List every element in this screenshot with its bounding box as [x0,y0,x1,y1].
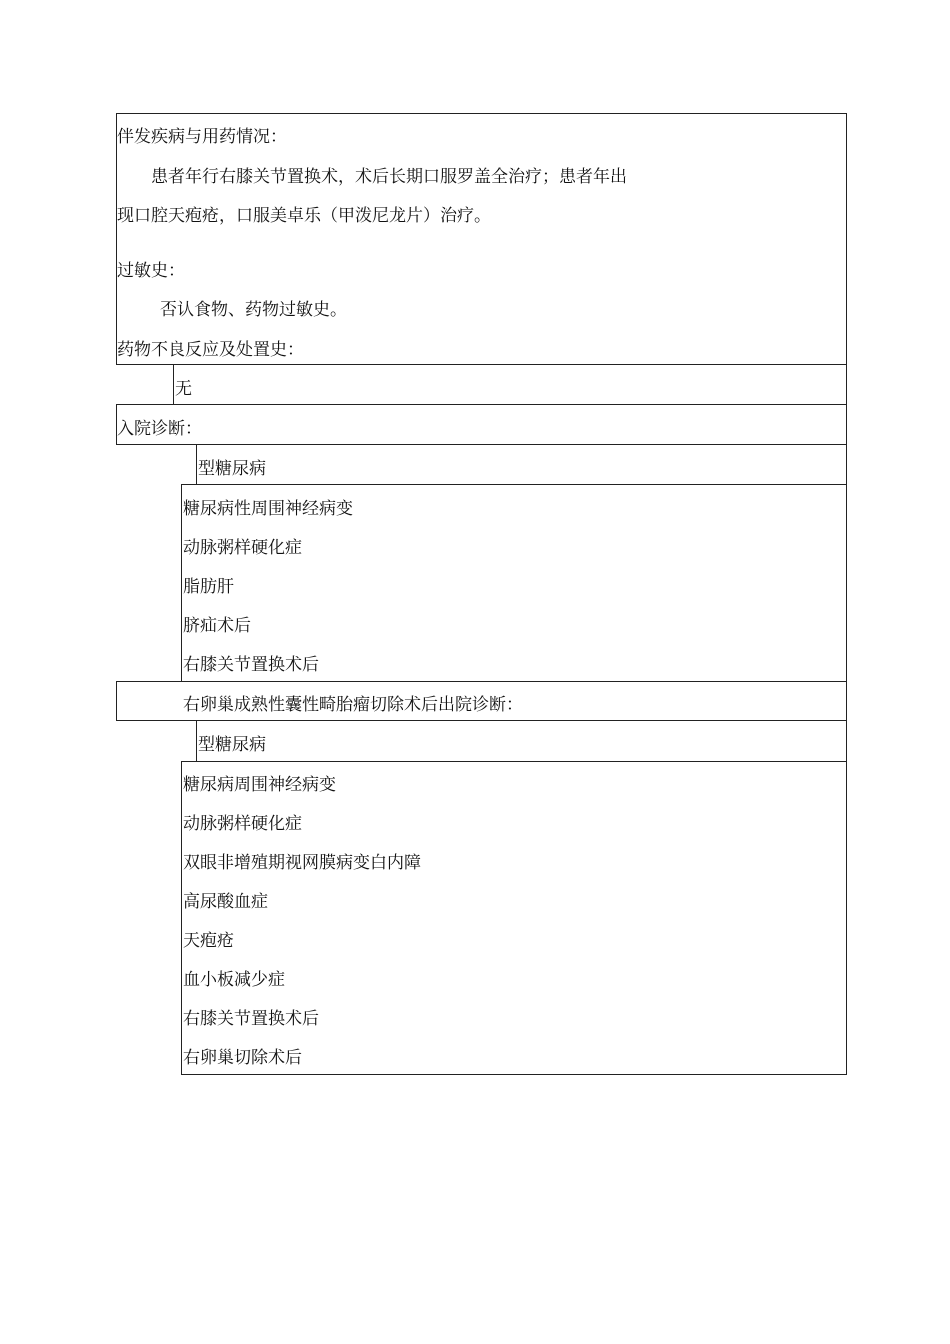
comorbidity-text-line: 现口腔天疱疮，口服美卓乐（甲泼尼龙片）治疗。 [117,206,491,226]
allergy-text: 否认食物、药物过敏史。 [160,300,347,320]
table-border [173,364,174,404]
diagnosis-item: 右膝关节置换术后 [183,1009,319,1029]
diagnosis-item: 右膝关节置换术后 [183,655,319,675]
table-border [116,444,847,445]
diagnosis-item: 高尿酸血症 [183,892,268,912]
admission-heading: 入院诊断： [117,419,202,439]
comorbidity-heading: 伴发疾病与用药情况： [117,127,287,147]
diagnosis-item: 血小板减少症 [183,970,285,990]
diagnosis-item: 动脉粥样硬化症 [183,538,302,558]
table-border [116,720,847,721]
diagnosis-item: 右卵巢成熟性囊性畸胎瘤切除术后出院诊断： [183,695,523,715]
diagnosis-item: 天疱疮 [183,931,234,951]
table-border [116,681,117,721]
table-border [181,761,847,762]
adr-value: 无 [175,379,192,399]
allergy-heading: 过敏史： [117,261,185,281]
diagnosis-item: 糖尿病周围神经病变 [183,775,336,795]
diagnosis-item: 糖尿病性周围神经病变 [183,499,353,519]
diagnosis-item: 型糖尿病 [198,735,266,755]
table-border [181,484,182,681]
table-border [181,1074,847,1075]
table-border [116,113,117,364]
diagnosis-item: 双眼非增殖期视网膜病变白内障 [183,853,421,873]
table-border [116,364,847,365]
diagnosis-item: 右卵巢切除术后 [183,1048,302,1068]
table-border [181,484,847,485]
table-border [116,113,847,114]
adr-heading: 药物不良反应及处置史： [117,340,304,360]
table-border [196,720,197,761]
diagnosis-item: 脐疝术后 [183,616,251,636]
table-border [846,113,847,1075]
diagnosis-item: 型糖尿病 [198,459,266,479]
table-border [196,444,197,484]
diagnosis-item: 动脉粥样硬化症 [183,814,302,834]
table-border [116,404,847,405]
table-border [181,761,182,1075]
comorbidity-text-line: 患者年行右膝关节置换术，术后长期口服罗盖全治疗；患者年出 [151,167,627,187]
table-border [116,681,847,682]
diagnosis-item: 脂肪肝 [183,577,234,597]
